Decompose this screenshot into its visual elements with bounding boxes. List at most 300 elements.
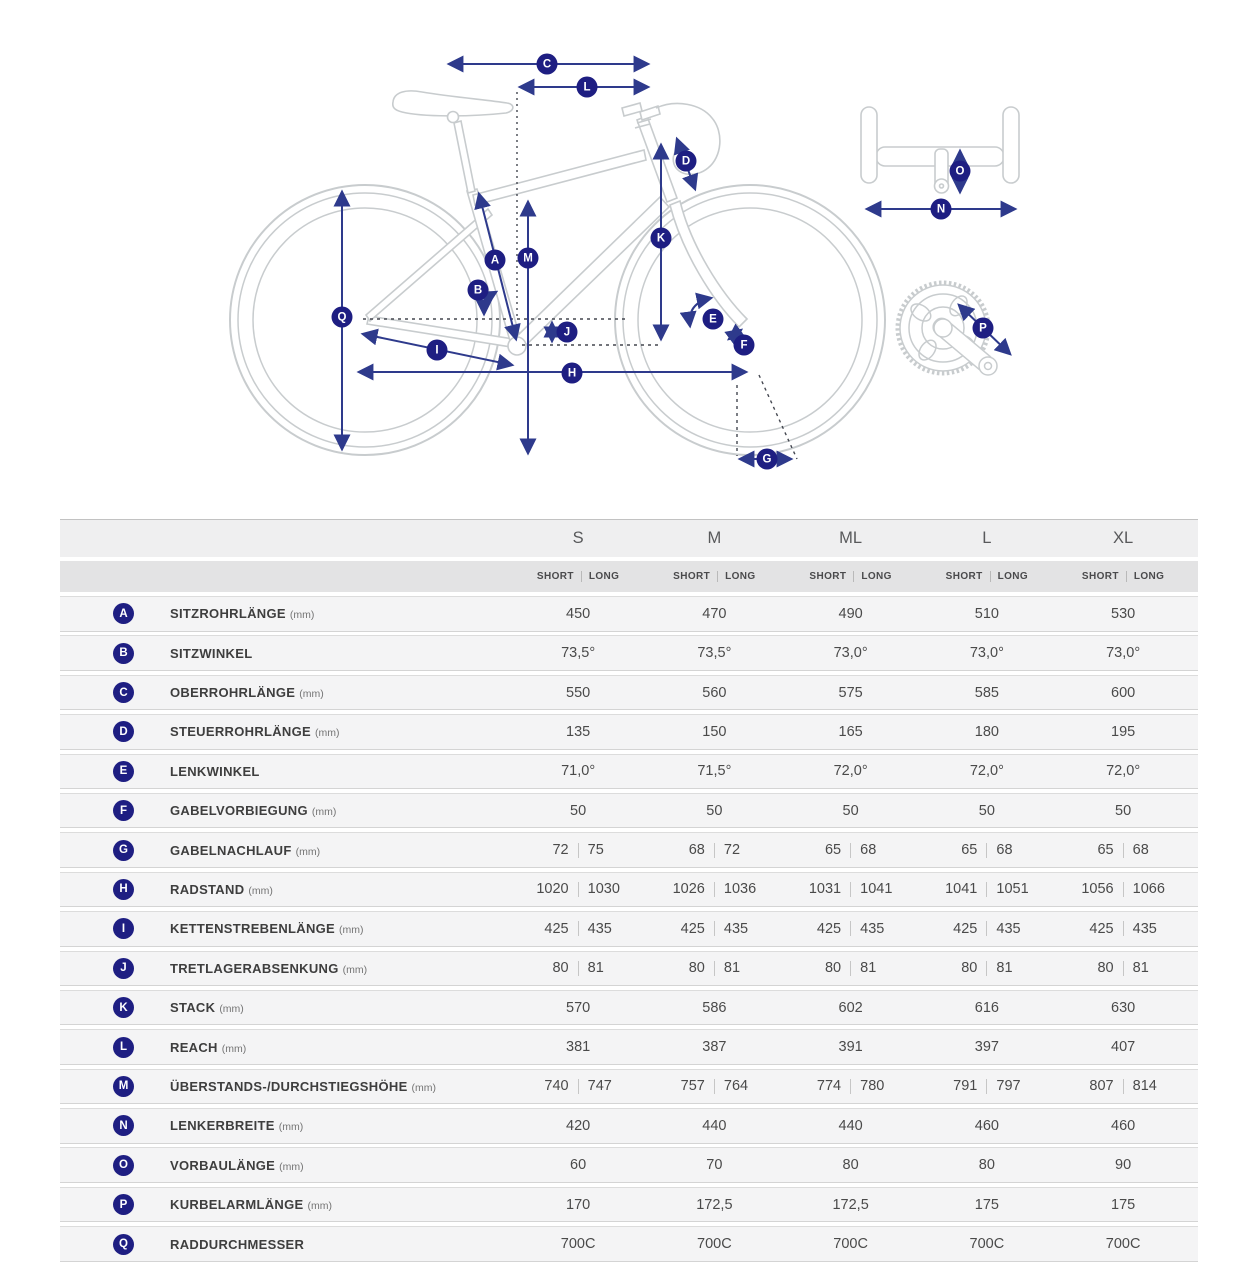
value-cell: 195: [1111, 723, 1136, 740]
row-badge-a: A: [113, 603, 134, 624]
row-label: [170, 1079, 510, 1094]
row-badge-cell: [60, 840, 170, 861]
size-header-row: [60, 519, 1198, 557]
measure-badge-c: C: [537, 54, 558, 75]
divider: [578, 961, 579, 976]
measure-unit: (mm): [342, 963, 368, 976]
value-cell: 175: [974, 1196, 999, 1213]
value-long: 435: [860, 920, 885, 937]
measure-name: LENKWINKEL: [170, 763, 260, 779]
value-cell: 90: [1115, 1157, 1132, 1174]
value-long: 72: [723, 842, 741, 859]
value-cell: 165: [838, 723, 863, 740]
divider: [714, 882, 715, 897]
measure-badge-q: Q: [332, 307, 353, 328]
size-col-s: S: [572, 529, 584, 547]
value-long: 435: [723, 920, 749, 937]
measure-badge-k: K: [651, 228, 672, 249]
value-long: 75: [587, 842, 604, 859]
measure-name: OBERROHRLÄNGE: [170, 685, 296, 701]
value-cell: [919, 960, 1055, 976]
divider: [986, 961, 987, 976]
value-cell: 387: [702, 1039, 727, 1056]
measure-name: LENKERBREITE: [170, 1118, 275, 1134]
row-badge-q: Q: [113, 1234, 134, 1255]
size-col-m: M: [707, 529, 722, 547]
value-cell: [1055, 842, 1191, 858]
value-cell: [783, 921, 919, 937]
value-cell: 50: [1115, 802, 1132, 819]
measure-unit: (mm): [315, 727, 340, 740]
value-cell: [646, 960, 782, 976]
value-cell: 600: [1111, 684, 1136, 701]
measure-unit: (mm): [248, 884, 273, 897]
value-short: 740: [544, 1078, 569, 1095]
value-long: 1030: [587, 881, 620, 898]
measure-badge-f: F: [734, 335, 755, 356]
row-badge-cell: [60, 643, 170, 664]
measure-badge-a: A: [485, 250, 506, 271]
measure-badge-i: I: [427, 340, 448, 361]
value-long: 1051: [996, 881, 1029, 898]
short-label: SHORT: [945, 571, 983, 582]
measure-badge-o: O: [950, 161, 971, 182]
value-cell: 72,0°: [1106, 763, 1141, 780]
long-label: LONG: [588, 571, 620, 582]
value-cell: 460: [974, 1117, 999, 1134]
value-long: 68: [1132, 842, 1149, 859]
measure-unit: (mm): [295, 845, 321, 858]
row-badge-cell: [60, 1115, 170, 1136]
value-short: 80: [552, 960, 569, 977]
row-label: [170, 843, 510, 858]
short-long-header-row: [60, 561, 1198, 592]
value-cell: 50: [842, 802, 859, 819]
measure-badge-d: D: [676, 151, 697, 172]
measure-unit: (mm): [278, 1121, 304, 1134]
measure-name: VORBAULÄNGE: [170, 1157, 276, 1173]
short-label: SHORT: [809, 571, 847, 582]
measure-unit: (mm): [221, 1042, 247, 1055]
value-cell: [646, 881, 782, 897]
value-cell: [646, 921, 782, 937]
value-cell: [510, 960, 646, 976]
value-long: 81: [723, 960, 741, 977]
bike-geometry-diagram: [0, 0, 1240, 519]
value-cell: 440: [838, 1117, 863, 1134]
value-cell: [510, 881, 646, 897]
value-short: 80: [961, 960, 978, 977]
divider: [850, 921, 851, 936]
table-row-c: [60, 675, 1198, 711]
value-cell: 550: [566, 684, 591, 701]
divider: [578, 1079, 579, 1094]
measure-name: KURBELARMLÄNGE: [170, 1197, 304, 1213]
measure-name: STEUERROHRLÄNGE: [170, 724, 312, 740]
value-cell: [783, 1078, 919, 1094]
value-cell: [646, 842, 782, 858]
table-row-p: [60, 1187, 1198, 1223]
value-long: 435: [996, 920, 1021, 937]
value-short: 1041: [945, 881, 978, 898]
row-badge-cell: [60, 721, 170, 742]
measure-unit: (mm): [339, 924, 364, 937]
divider: [1126, 571, 1127, 582]
value-cell: 150: [702, 723, 727, 740]
value-short: 80: [824, 960, 842, 977]
short-label: SHORT: [1081, 571, 1119, 582]
value-short: 791: [953, 1078, 978, 1095]
measure-name: SITZROHRLÄNGE: [170, 606, 286, 622]
value-long: 81: [1132, 960, 1149, 977]
measure-name: KETTENSTREBENLÄNGE: [170, 921, 336, 937]
row-label: [170, 882, 510, 897]
row-badge-f: F: [113, 800, 134, 821]
row-badge-h: H: [113, 879, 134, 900]
value-long: 780: [860, 1078, 885, 1095]
value-cell: [510, 842, 646, 858]
value-cell: 602: [838, 999, 863, 1016]
value-short: 65: [824, 842, 842, 859]
value-long: 435: [1132, 920, 1157, 937]
value-cell: 170: [566, 1196, 591, 1213]
measure-name: REACH: [170, 1039, 218, 1055]
row-badge-n: N: [113, 1115, 134, 1136]
measure-badge-g: G: [757, 449, 778, 470]
value-cell: 420: [566, 1117, 591, 1134]
value-cell: 700C: [560, 1236, 596, 1252]
value-cell: 560: [702, 684, 727, 701]
value-cell: 72,0°: [833, 763, 868, 780]
value-short: 425: [680, 920, 705, 937]
row-label: [170, 1237, 510, 1252]
measure-name: GABELNACHLAUF: [170, 842, 292, 858]
divider: [850, 961, 851, 976]
divider: [850, 1079, 851, 1094]
short-long-cell-xl: [1055, 571, 1191, 582]
value-cell: 73,5°: [697, 645, 732, 662]
value-long: 797: [996, 1078, 1021, 1095]
value-short: 68: [688, 842, 705, 859]
row-badge-cell: [60, 1037, 170, 1058]
row-badge-cell: [60, 1194, 170, 1215]
divider: [990, 571, 991, 582]
value-cell: [919, 921, 1055, 937]
row-badge-cell: [60, 958, 170, 979]
divider: [714, 921, 715, 936]
measure-name: ÜBERSTANDS-/DURCHSTIEGSHÖHE: [170, 1078, 408, 1094]
measure-unit: (mm): [219, 1003, 244, 1016]
value-cell: 50: [570, 802, 587, 819]
row-badge-d: D: [113, 721, 134, 742]
value-cell: 575: [838, 684, 863, 701]
value-short: 757: [680, 1078, 705, 1095]
value-cell: 700C: [1105, 1236, 1141, 1252]
value-long: 435: [587, 920, 612, 937]
row-badge-b: B: [113, 643, 134, 664]
value-long: 1036: [723, 881, 757, 898]
value-cell: 73,0°: [833, 645, 868, 662]
value-cell: 50: [978, 802, 995, 819]
value-cell: 470: [702, 605, 727, 622]
value-cell: 440: [702, 1117, 727, 1134]
table-row-d: [60, 714, 1198, 750]
measure-name: RADSTAND: [170, 881, 245, 897]
row-badge-i: I: [113, 918, 134, 939]
geometry-table: [60, 519, 1198, 1266]
value-cell: 73,0°: [969, 645, 1004, 662]
size-col-xl: XL: [1113, 529, 1134, 547]
value-long: 81: [860, 960, 877, 977]
value-cell: 71,5°: [697, 763, 732, 780]
measure-unit: (mm): [289, 609, 315, 622]
value-cell: 80: [842, 1157, 859, 1174]
divider: [578, 882, 579, 897]
row-badge-o: O: [113, 1155, 134, 1176]
row-badge-l: L: [113, 1037, 134, 1058]
row-badge-cell: [60, 800, 170, 821]
divider: [714, 1079, 715, 1094]
row-label: [170, 1197, 510, 1212]
value-short: 425: [1089, 920, 1114, 937]
table-row-g: [60, 832, 1198, 868]
short-label: SHORT: [673, 571, 711, 582]
value-cell: 172,5: [696, 1196, 733, 1213]
divider: [581, 571, 582, 582]
value-cell: [646, 1078, 782, 1094]
row-label: [170, 724, 510, 739]
value-cell: 700C: [969, 1236, 1005, 1252]
short-long-cell-ml: [783, 571, 919, 582]
value-cell: 72,0°: [969, 763, 1004, 780]
value-cell: [510, 1078, 646, 1094]
row-label: [170, 961, 510, 976]
value-cell: 510: [974, 605, 999, 622]
table-row-a: [60, 596, 1198, 632]
value-cell: 700C: [697, 1236, 732, 1252]
short-long-cell-l: [919, 571, 1055, 582]
table-row-k: [60, 990, 1198, 1026]
value-cell: 570: [566, 999, 591, 1016]
divider: [578, 921, 579, 936]
value-cell: 397: [974, 1039, 999, 1056]
value-cell: [783, 881, 919, 897]
row-badge-cell: [60, 879, 170, 900]
table-row-h: [60, 872, 1198, 908]
measure-badge-h: H: [562, 363, 583, 384]
row-label: [170, 646, 510, 661]
measure-unit: (mm): [299, 688, 324, 701]
value-short: 65: [961, 842, 978, 859]
table-row-i: [60, 911, 1198, 947]
value-short: 80: [688, 960, 705, 977]
long-label: LONG: [1133, 571, 1165, 582]
rear-wheel: [230, 185, 500, 455]
row-label: [170, 1118, 510, 1133]
size-col-ml: ML: [839, 529, 863, 547]
row-label: [170, 803, 510, 818]
divider: [986, 921, 987, 936]
table-row-q: [60, 1226, 1198, 1262]
value-long: 1066: [1132, 881, 1165, 898]
handlebar-top-view: [861, 107, 1019, 193]
divider: [1123, 921, 1124, 936]
divider: [853, 571, 854, 582]
value-cell: 700C: [833, 1236, 868, 1252]
table-row-e: [60, 754, 1198, 790]
row-label: [170, 1000, 510, 1015]
long-label: LONG: [997, 571, 1029, 582]
value-short: 425: [816, 920, 842, 937]
row-badge-g: G: [113, 840, 134, 861]
value-long: 1041: [860, 881, 893, 898]
value-cell: 73,0°: [1106, 645, 1141, 662]
row-badge-cell: [60, 1234, 170, 1255]
row-label: [170, 685, 510, 700]
measure-badge-m: M: [518, 248, 539, 269]
value-cell: 407: [1111, 1039, 1136, 1056]
table-row-j: [60, 951, 1198, 987]
value-short: 1026: [672, 881, 705, 898]
size-col-l: L: [982, 529, 992, 547]
value-cell: 630: [1111, 999, 1136, 1016]
table-row-f: [60, 793, 1198, 829]
value-short: 1020: [536, 881, 569, 898]
value-cell: 175: [1111, 1196, 1136, 1213]
row-badge-j: J: [113, 958, 134, 979]
front-wheel: [615, 185, 885, 455]
value-cell: 381: [566, 1039, 591, 1056]
long-label: LONG: [861, 571, 892, 582]
measure-unit: (mm): [411, 1081, 437, 1094]
measure-badge-n: N: [931, 199, 952, 220]
value-cell: 586: [702, 999, 727, 1016]
value-short: 80: [1097, 960, 1114, 977]
value-short: 425: [953, 920, 978, 937]
divider: [986, 1079, 987, 1094]
row-label: [170, 606, 510, 621]
value-short: 65: [1097, 842, 1114, 859]
row-badge-k: K: [113, 997, 134, 1018]
row-badge-cell: [60, 918, 170, 939]
value-cell: 70: [706, 1157, 723, 1174]
measure-badge-b: B: [468, 280, 489, 301]
value-cell: 73,5°: [561, 645, 596, 662]
value-long: 68: [860, 842, 877, 859]
divider: [850, 882, 851, 897]
row-badge-m: M: [113, 1076, 134, 1097]
divider: [714, 961, 715, 976]
table-row-m: [60, 1069, 1198, 1105]
value-cell: 135: [566, 723, 591, 740]
value-cell: [1055, 881, 1191, 897]
value-cell: [783, 842, 919, 858]
row-badge-cell: [60, 1155, 170, 1176]
value-long: 81: [996, 960, 1013, 977]
row-label: [170, 921, 510, 936]
value-cell: [1055, 960, 1191, 976]
measure-badge-l: L: [577, 77, 598, 98]
table-row-o: [60, 1147, 1198, 1183]
table-rows: [60, 596, 1198, 1262]
divider: [1123, 961, 1124, 976]
row-badge-cell: [60, 603, 170, 624]
value-long: 764: [723, 1078, 749, 1095]
measure-name: STACK: [170, 1000, 216, 1016]
value-cell: 490: [838, 605, 863, 622]
short-long-cell-s: [510, 571, 646, 582]
row-badge-c: C: [113, 682, 134, 703]
value-short: 72: [552, 842, 569, 859]
value-long: 747: [587, 1078, 612, 1095]
value-cell: 180: [974, 723, 999, 740]
value-cell: [919, 1078, 1055, 1094]
value-short: 425: [544, 920, 569, 937]
value-cell: [1055, 921, 1191, 937]
row-label: [170, 1040, 510, 1055]
row-badge-cell: [60, 682, 170, 703]
measure-name: TRETLAGERABSENKUNG: [170, 960, 339, 976]
row-badge-p: P: [113, 1194, 134, 1215]
value-cell: [1055, 1078, 1191, 1094]
divider: [986, 843, 987, 858]
row-label: [170, 1158, 510, 1173]
value-cell: 450: [566, 605, 591, 622]
long-label: LONG: [725, 571, 756, 582]
value-cell: 616: [974, 999, 999, 1016]
value-short: 774: [816, 1078, 842, 1095]
short-long-cell-m: [646, 571, 782, 582]
divider: [850, 843, 851, 858]
value-cell: 460: [1111, 1117, 1136, 1134]
divider: [714, 843, 715, 858]
value-short: 807: [1089, 1078, 1114, 1095]
value-long: 68: [996, 842, 1013, 859]
short-label: SHORT: [536, 571, 574, 582]
divider: [1123, 843, 1124, 858]
value-cell: 530: [1111, 605, 1136, 622]
divider: [1123, 882, 1124, 897]
divider: [1123, 1079, 1124, 1094]
value-long: 814: [1132, 1078, 1157, 1095]
value-short: 1056: [1081, 881, 1114, 898]
row-badge-cell: [60, 1076, 170, 1097]
measure-unit: (mm): [307, 1200, 332, 1213]
measure-unit: (mm): [279, 1160, 304, 1173]
value-short: 1031: [808, 881, 842, 898]
divider: [986, 882, 987, 897]
value-cell: [510, 921, 646, 937]
divider: [578, 843, 579, 858]
row-badge-e: E: [113, 761, 134, 782]
measure-name: RADDURCHMESSER: [170, 1236, 305, 1252]
measure-badge-e: E: [703, 309, 724, 330]
table-row-l: [60, 1029, 1198, 1065]
value-cell: [919, 881, 1055, 897]
table-row-n: [60, 1108, 1198, 1144]
bike-diagram-svg: [0, 0, 1240, 519]
value-cell: 391: [838, 1039, 863, 1056]
measure-badge-j: J: [557, 322, 578, 343]
measure-name: GABELVORBIEGUNG: [170, 803, 308, 819]
measure-badge-p: P: [973, 318, 994, 339]
measure-name: SITZWINKEL: [170, 645, 253, 661]
value-cell: 71,0°: [561, 763, 596, 780]
value-cell: 172,5: [832, 1196, 869, 1213]
measure-unit: (mm): [311, 806, 337, 819]
divider: [717, 571, 718, 582]
value-long: 81: [587, 960, 604, 977]
